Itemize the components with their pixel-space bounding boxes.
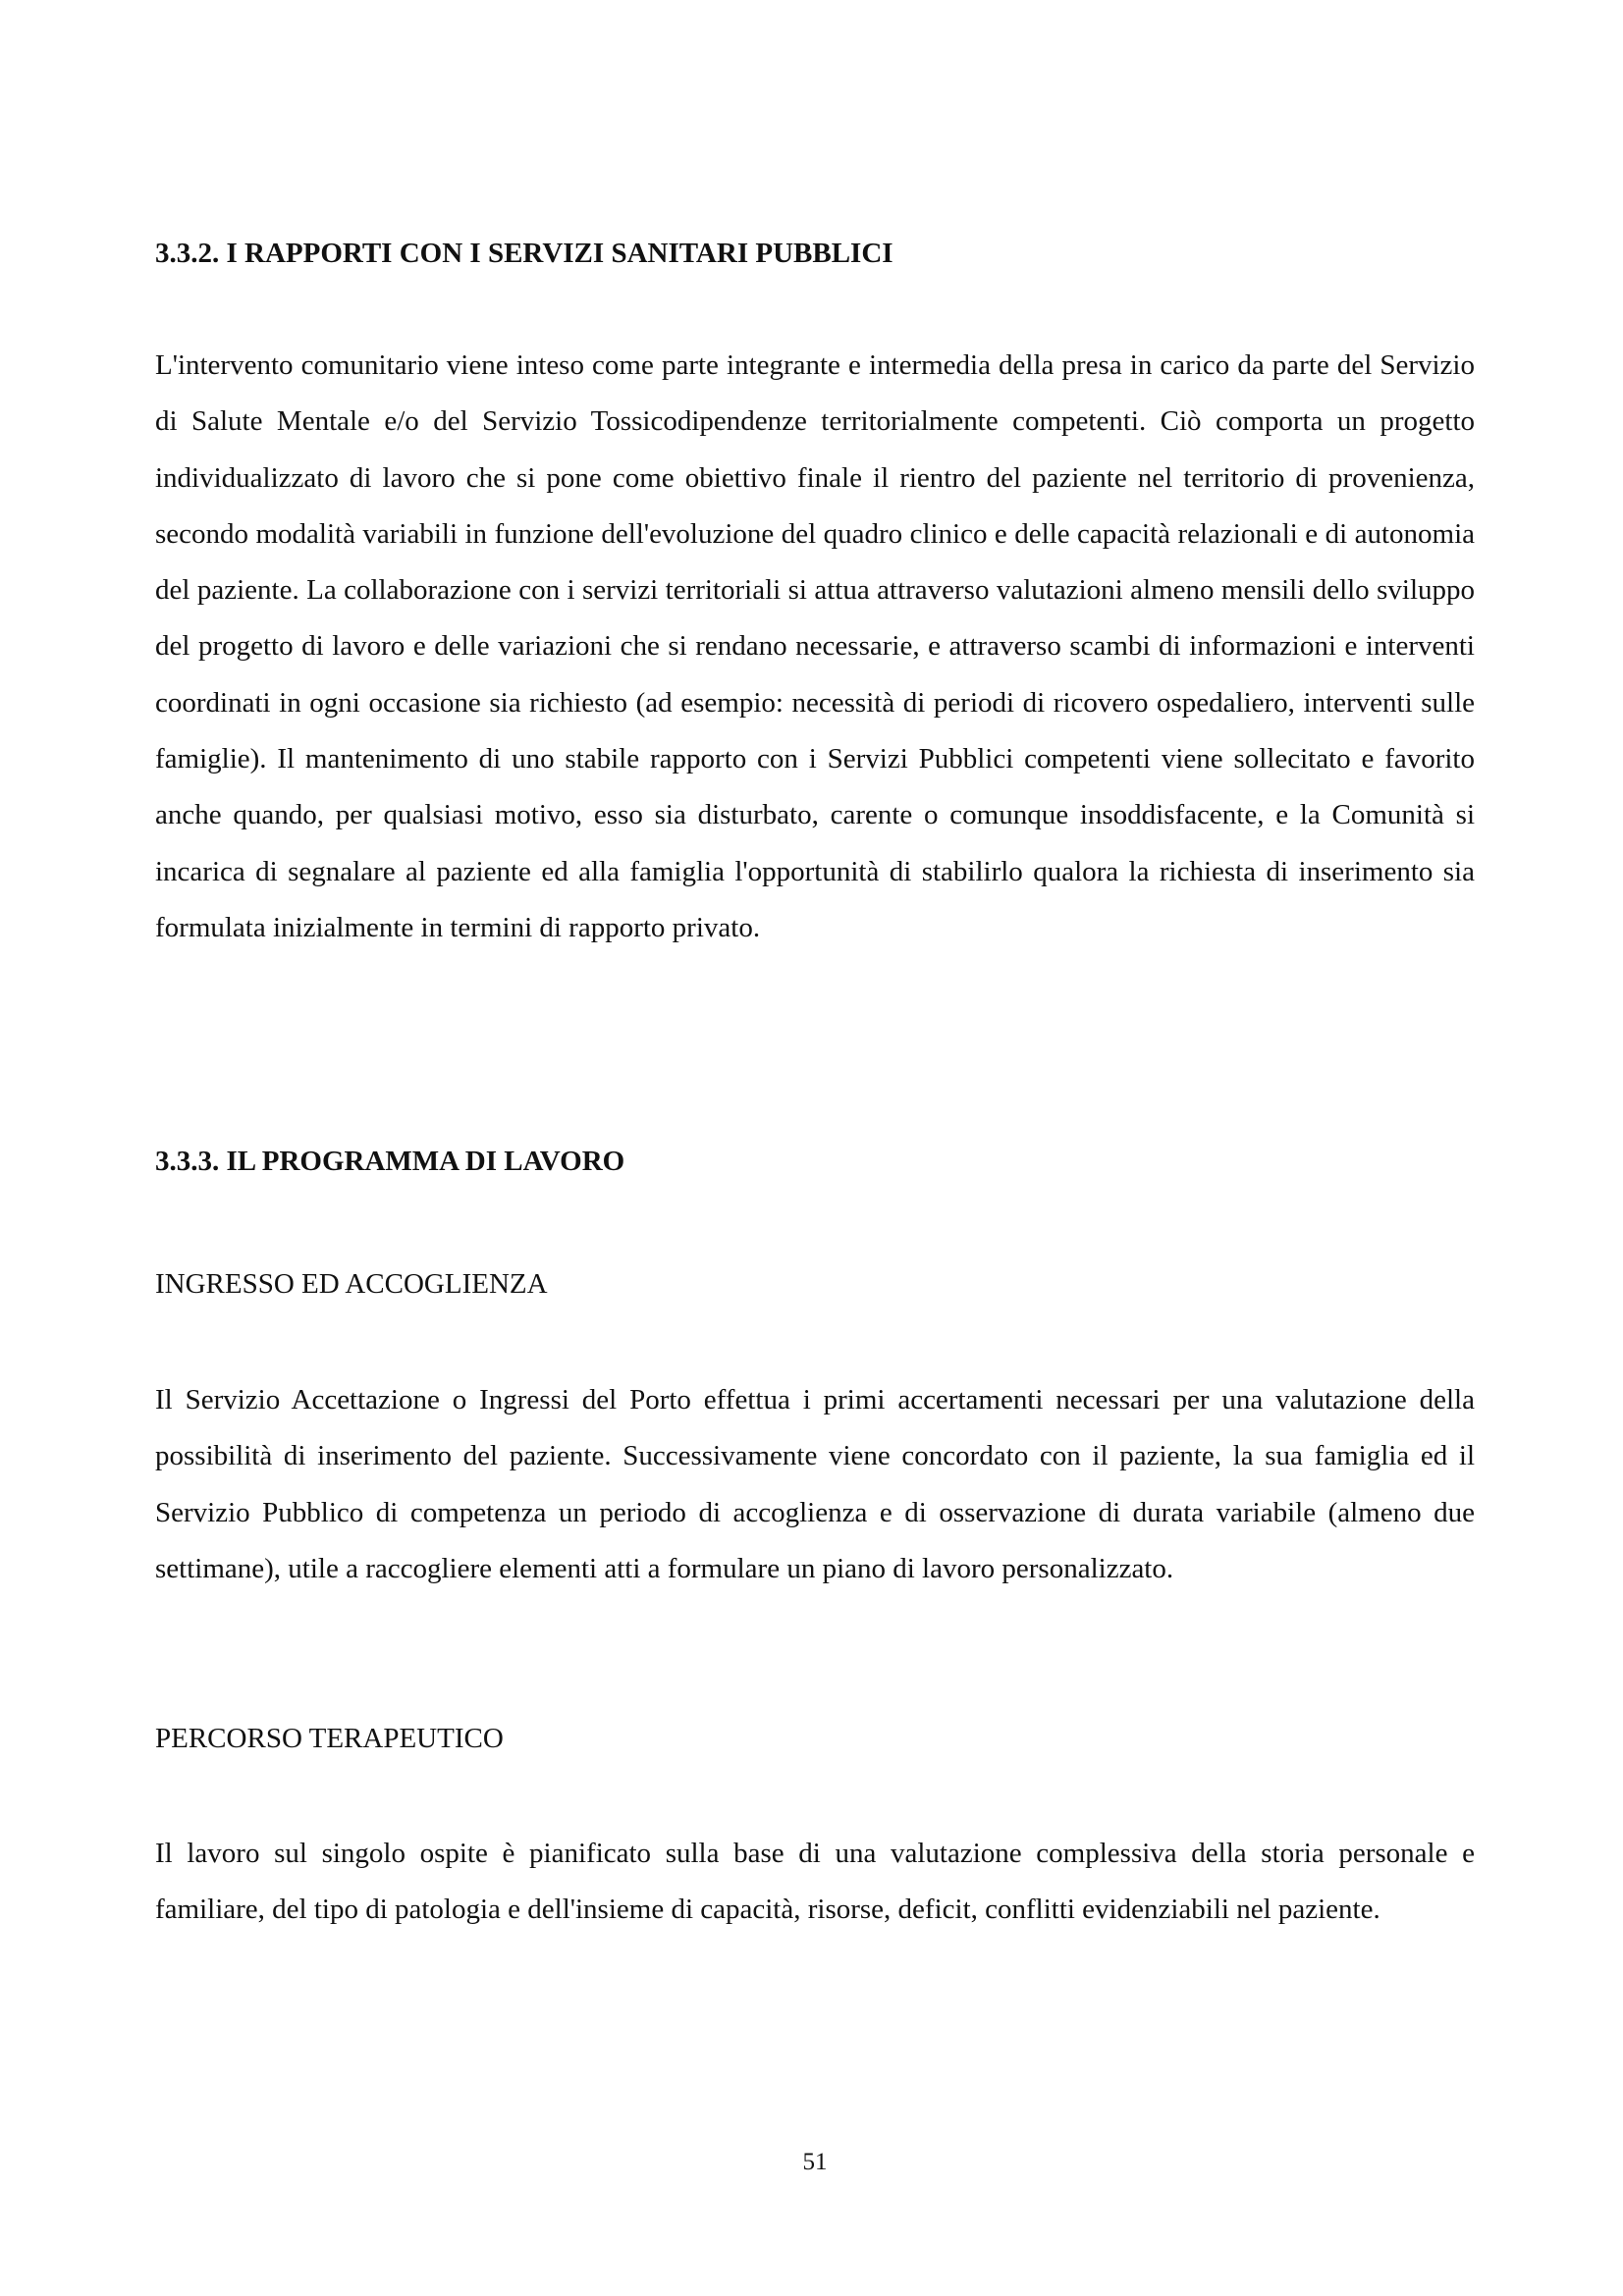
section-heading-rapporti-servizi: 3.3.2. I RAPPORTI CON I SERVIZI SANITARI PUBBLICI (155, 238, 893, 269)
paragraph-ingresso-accoglienza: Il Servizio Accettazione o Ingressi del Porto effettua i primi accertamenti necessari per una valutazione della possibilità di inserimento del paziente. Successivamente viene concordato con il paziente, la sua famiglia ed il Servizio Pubblico di competenza un periodo di accoglienza e di osservazione di durata variabile (almeno due settimane), utile a raccogliere elementi atti a formulare un piano di lavoro personalizzato. (155, 1384, 1475, 1584)
subheading-ingresso-accoglienza: INGRESSO ED ACCOGLIENZA (155, 1268, 548, 1300)
paragraph-rapporti-servizi: L'intervento comunitario viene inteso come parte integrante e intermedia della presa in carico da parte del Servizio di Salute Mentale e/o del Servizio Tossicodipendenze territorialmente competenti. Ciò comporta un progetto individualizzato di lavoro che si pone come obiettivo finale il rientro del paziente nel territorio di provenienza, secondo modalità variabili in funzione dell'evoluzione del quadro clinico e delle capacità relazionali e di autonomia del paziente. La collaborazione con i servizi territoriali si attua attraverso valutazioni almeno mensili dello sviluppo del progetto di lavoro e delle variazioni che si rendano necessarie, e attraverso scambi di informazioni e interventi coordinati in ogni occasione sia richiesto (ad esempio: necessità di periodi di ricovero ospedaliero, interventi sulle famiglie). Il mantenimento di uno stabile rapporto con i Servizi Pubblici competenti viene sollecitato e favorito anche quando, per qualsiasi motivo, esso sia disturbato, carente o comunque insoddisfacente, e la Comunità si incarica di segnalare al paziente ed alla famiglia l'opportunità di stabilirlo qualora la richiesta di inserimento sia formulata inizialmente in termini di rapporto privato. (155, 349, 1475, 943)
document-page (155, 0, 1475, 2296)
page-number: 51 (802, 2149, 828, 2175)
subheading-percorso-terapeutico: PERCORSO TERAPEUTICO (155, 1723, 504, 1754)
paragraph-percorso-terapeutico: Il lavoro sul singolo ospite è pianificato sulla base di una valutazione complessiva della storia personale e familiare, del tipo di patologia e dell'insieme di capacità, risorse, deficit, conflitti evidenziabili nel paziente. (155, 1838, 1475, 1926)
section-heading-programma-lavoro: 3.3.3. IL PROGRAMMA DI LAVORO (155, 1146, 625, 1177)
